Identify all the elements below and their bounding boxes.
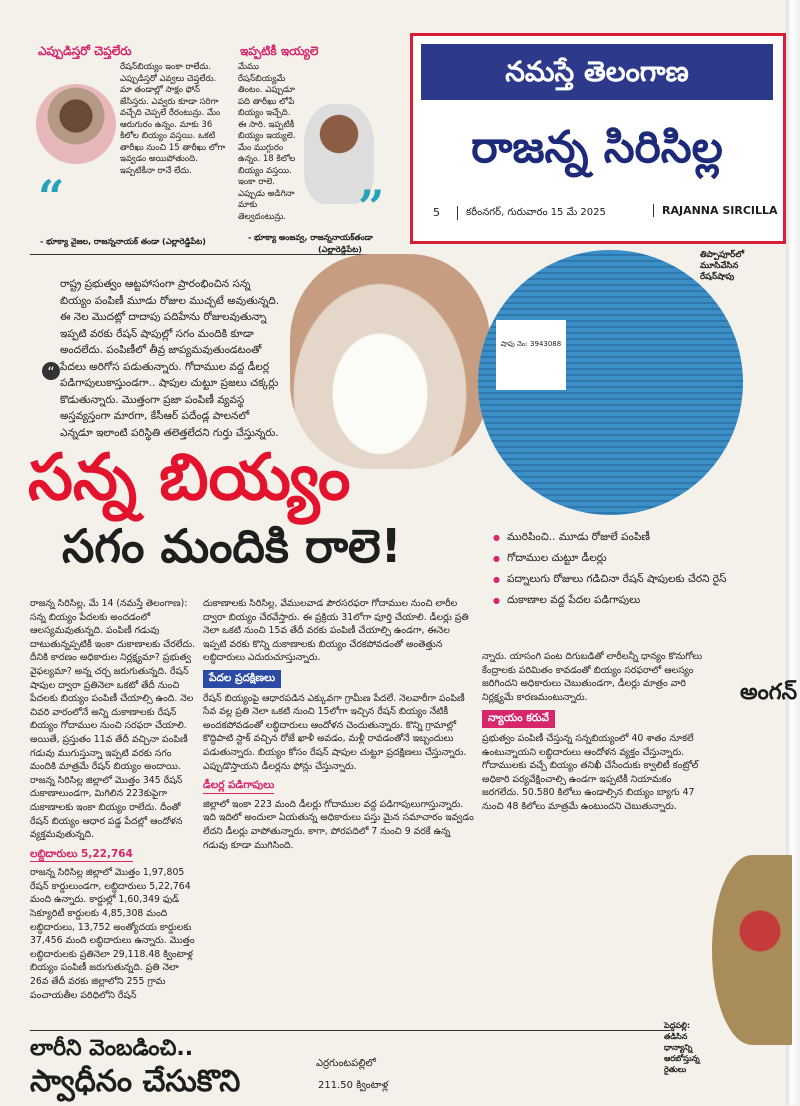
quote-mark-mid: ” <box>358 180 385 234</box>
highlight-item: ● మురిపించి.. మూడు రోజులే పంపిణీ <box>497 530 727 545</box>
headline-line2: సగం మందికి రాలె! <box>62 519 402 573</box>
sidebar-left-title: ఎప్పుడిస్తరో చెప్తలేరు <box>38 44 132 58</box>
paper-name: నమస్తే తెలంగాణ <box>421 44 773 100</box>
sub-head-devotees: పేదల ప్రదక్షిణలు <box>203 670 281 688</box>
highlight-item: ● పద్నాలుగు రోజులు గడిచినా రేషన్ షాపులకు చేరని రైస్ <box>497 572 727 587</box>
bottom-headline-line1: లారీని వెంబడించి.. <box>30 1036 194 1061</box>
column-3 <box>482 650 707 814</box>
bottom-bullet-place: ఎర్రగుంటపల్లిలో <box>316 1058 376 1069</box>
sub-head-justice: న్యాయం కరువే <box>482 710 555 728</box>
col2-sub2-body: జిల్లాలో ఇంకా 223 మంది డీలర్లు గోదాముల వద్ద పడిగాపులుగాస్తున్నారు. ఇది ఇదిలో అందులా ఏయతున్న అధికారులు పస్తు మైన సమాచారం ఇవ్వడం లేదని డీలర్లు వాపోతున్నారు. కాగా, పోరపదిలో 7 నుంచి 9 వరకే ఉన్న గడువు కూడా ముగిసింది. <box>203 798 474 851</box>
shop-sign-board <box>496 320 566 390</box>
right-edge-headline: అంగన్ <box>740 680 798 705</box>
col2-sub1-body: రేషన్ బియ్యంపై ఆధారపడిన ఎక్కువగా గ్రామీణ పేదలే. నెలవారీగా పంపిణీ సేవ వల్ల ప్రతి నెలా ఒకటి నుంచి 15లోగా ఇచ్చిన రేషన్ బియ్యం నేటికీ అందకపోవడంతో లబ్ధిదారులు ఆందోళన చెందుతున్నారు. కొన్ని గ్రామాల్లో కొద్దిపాటి స్టాక్ వచ్చిన రోజే ఖాళీ అవడం, మళ్లీ రావడంతోనే ఇబ్బందులు పడుతున్నారు. బియ్యం కోసం రేషన్ షాపుల చుట్టూ ప్రదక్షిణలు చేస్తున్నారు. ఎప్పుడొస్తాయని డీలర్లను ఫోన్లు చేస్తున్నారు. <box>203 692 467 772</box>
intro-text: రాష్ట్ర ప్రభుత్వం ఆట్టహాసంగా ప్రారంభించిన సన్న బియ్యం పంపిణీ మూడు రోజుల ముచ్చటే అవుతున్నది. ఈ నెల మొదట్లో దాదాపు పదిహేను రోజులవుతున్నా ఇప్పటి వరకు రేషన్ షాపుల్లో సగం మందికి కూడా అందలేదు. పంపిణీలో తీవ్ర జాప్యమవుతుండటంతో పేదలు అరిగోస పడుతున్నారు. గోదాముల వద్ద డీలర్ల పడిగాపులుకాస్తుండగా.. షాపుల చుట్టూ ప్రజలు చక్కర్లు కొడుతున్నారు. మొత్తంగా ప్రజా పంపిణీ వ్యవస్థ అస్తవ్యస్తంగా మారగా, కేసీఆర్ పదేండ్ల పాలనలో ఎన్నడూ ఇలాంటి పరిస్థితి తలెత్తలేదని గుర్తు చేస్తున్నరు. <box>60 278 280 439</box>
farmer-photo <box>712 855 792 1045</box>
sidebar-mid-text: మేము రేషన్‌బియ్యమే తింటం. ఎప్పుడూ పది తారీఖు లోపే బియ్యం ఇచ్చేది. ఈ సారి. ఇప్పటికీ బియ్యం ఇయ్యలె. మేం ముగ్గురం ఉన్నం. 18 కిలోల బియ్యం వస్తయి. ఇంకా రాలె. ఎప్పుడు అడిగినా మాకు తెల్వదంటున్రు. <box>238 62 296 222</box>
farmer-photo-caption: పెద్దపల్లి: తడిసిన ధాన్యాన్ని ఆరబోస్తున్న రైతులు <box>664 1021 700 1074</box>
sub-head-dealers: డీలర్ల పడిగాపులు <box>203 779 274 794</box>
sidebar-left-text: రేషన్‌బియ్యం ఇంకా రాలేదు. ఎప్పుడిస్తరో ఎవ్వలు చెప్తలేరు. మా తండాల్లో సాక్షం ఫోన్ జేసిస్తరు. ఎవ్వరు కూడా సరిగా వచ్చేది చెప్పలే రేరంటున్రు. మేం ఆరుగురం ఉన్నం. మాకు 36 కిలోల బియ్యం వస్తయి. ఒకటి తారీఖు నుంచి 15 తారీఖు లోగా ఇవ్వడం అయిపోతుంది. ఇప్పటికీనా రానే లేదు. <box>120 62 226 176</box>
highlights-list <box>497 530 727 608</box>
bottom-headline-line2: స్వాధీనం చేసుకొని <box>30 1064 241 1099</box>
edition-name: రాజన్న సిరిసిల్ల <box>471 122 723 173</box>
headline-line1: సన్న బియ్యం <box>28 441 351 515</box>
sidebar-left-byline: - భూక్యా వైజల, రాజన్ననాయక్ తండా (ఎల్లారెడ్డిపేట) <box>40 237 206 246</box>
highlight-item: ● గోదాముల చుట్టూ డీలర్లు <box>497 551 727 566</box>
column-2 <box>203 597 476 852</box>
bottom-divider <box>30 1030 670 1031</box>
sidebar-mid-box <box>238 40 398 254</box>
ration-shop-photo <box>478 250 743 515</box>
bottom-bullet-amount: 211.50 క్వింటాళ్ల <box>318 1080 389 1091</box>
highlight-item: ● దుకాణాల వద్ద పేదల పడిగాపులు <box>497 593 727 608</box>
edition-english: RAJANNA SIRCILLA <box>653 204 778 217</box>
col1-stat-body: రాజన్న సిరిసిల్ల జిల్లాలో మొత్తం 1,97,805 రేషన్ కార్డులుండగా, లబ్ధిదారులు 5,22,764 మంది ఉన్నారు. కార్డుల్లో 1,60,349 ఫుడ్ సెక్యూరిటీ కార్డులకు 4,85,308 మంది లబ్ధిదారులు, 13,752 అంత్యోదయ కార్డులకు 37,456 మంది లబ్ధిదారులు ఉన్నారు. మొత్తం లబ్ధిదారులకు ప్రతినెలా 29,118.48 క్వింటాళ్ల బియ్యం పంపిణీ జరుగుతున్నది. ప్రతి నెలా 26వ తేదీ వరకు జిల్లాలోని 255 గ్రామ పంచాయతీల పరిధిలోని రేషన్ <box>30 867 195 1001</box>
page-number: 5 <box>433 206 440 219</box>
col1-body: రాజన్న సిరిసిల్ల, మే 14 (నమస్తే తెలంగాణ): సన్న బియ్యం పేదలకు అందడంలో ఆలస్యమవుతున్నది. పంపిణీ గడువు దాటుతున్నప్పటికీ ఇంకా దుకాణాలకు చేరలేదు. దీనికి కారణం అధికారుల నిర్లక్ష్యమా? ప్రభుత్వ వైఫల్యమా? అన్న చర్చ జరుగుతున్నది. రేషన్ షాపుల ద్వారా ప్రతినెలా ఒకటో తేదీ నుంచి పేదలకు బియ్యం పంపిణీ చేయాల్సి ఉంది. నెల చివరి వారంలోనే అన్ని దుకాణాలకు రేషన్ బియ్యం గోదాముల నుంచి సరఫరా చేయాలి. అయితే, ప్రస్తుతం 11వ తేదీ వచ్చినా పంపిణీ గడువు ముగుస్తున్నా ఇప్పటి వరకు సగం మందికి మాత్రమే రేషన్ బియ్యం అందాయి. రాజన్న సిరిసిల్ల జిల్లాలో మొత్తం 345 రేషన్ దుకాణాలుండగా, మిగిలిన 223కుపైగా దుకాణాలకు ఇంకా బియ్యం రాలేదు. దీంతో రేషన్ బియ్యం ఆధార పడ్డ పేదల్లో ఆందోళన వ్యక్తమవుతున్నది. <box>30 598 196 841</box>
quote-mark-left: “ <box>38 170 65 224</box>
shop-photo-caption: తిప్పాపూర్‌లో మూసివేసిన రేషన్‌షాపు <box>700 250 744 282</box>
sidebar-mid-byline-place: (ఎల్లారెడ్డిపేట) <box>318 245 362 254</box>
woman-portrait-left <box>36 84 116 164</box>
col2-body: దుకాణాలకు సిరిసిల్ల, వేములవాడ పౌరసరఫరా గోదాముల నుంచి లారీల ద్వారా బియ్యం చేరవేస్తారు. ఈ ప్రక్రియ 31లోగా పూర్తి చేయాలి. డీలర్లు ప్రతి నెలా ఒకటి నుంచి 15వ తేదీ వరకు పంపిణీ చేయాల్సి ఉండగా, ఈనెల ఇప్పటి వరకు కొన్ని దుకాణాలకు బియ్యం చేరకపోవడంతో అంతెత్తున లబ్ధిదారులు ఎదురుచూస్తున్నారు. <box>203 598 469 664</box>
sidebar-mid-byline: - భూక్యా అంజవ్వ, రాజన్ననాయక్‌తండా <box>248 233 373 242</box>
masthead <box>410 33 786 244</box>
column-1 <box>30 597 198 1002</box>
stat-label: లబ్ధిదారులు 5,22,764 <box>30 848 133 863</box>
sidebar-mid-title: ఇప్పటికీ ఇయ్యలె <box>240 44 319 58</box>
rice-hand-photo <box>290 254 490 469</box>
col3-sub-body: ప్రభుత్వం పంపిణీ చేస్తున్న సన్నబియ్యంలో 40 శాతం నూకలే ఉంటున్నాయని లబ్ధిదారులు ఆందోళన వ్యక్తం చేస్తున్నారు. గోదాములకు వచ్చే బియ్యం తనిఖీ చేసేందుకు క్వాలిటీ కంట్రోల్ అధికారి పర్యవేక్షించాల్సి ఉండగా ఇప్పటికీ నియామకం జరగలేదు. 50.580 కిలోలు ఉండాల్సిన బియ్యం బ్యాగు 47 నుంచి 48 కిలోలు మాత్రమే ఉంటుందని చెబుతున్నారు. <box>482 732 699 812</box>
quote-badge-icon: “ <box>42 362 60 380</box>
sidebar-left-box <box>30 40 230 250</box>
highlights-box <box>497 530 727 614</box>
dateline: కరీంనగర్, గురువారం 15 మే 2025 <box>457 206 606 220</box>
col3-body: న్నారు. యాసంగి పంట దిగుబడితో లారీలన్నీ ధాన్యం కొనుగోలు కేంద్రాలకు పరిమితం కావడంతో బియ్యం సరఫరాలో ఆలస్యం జరిగిందని అధికారులు చెబుతుండగా, డీలర్లు మాత్రం వారి నిర్లక్ష్యమే కారణమంటున్నారు. <box>482 651 703 703</box>
shop-sign-text: షాపు నెం: 3943088 <box>500 340 562 348</box>
